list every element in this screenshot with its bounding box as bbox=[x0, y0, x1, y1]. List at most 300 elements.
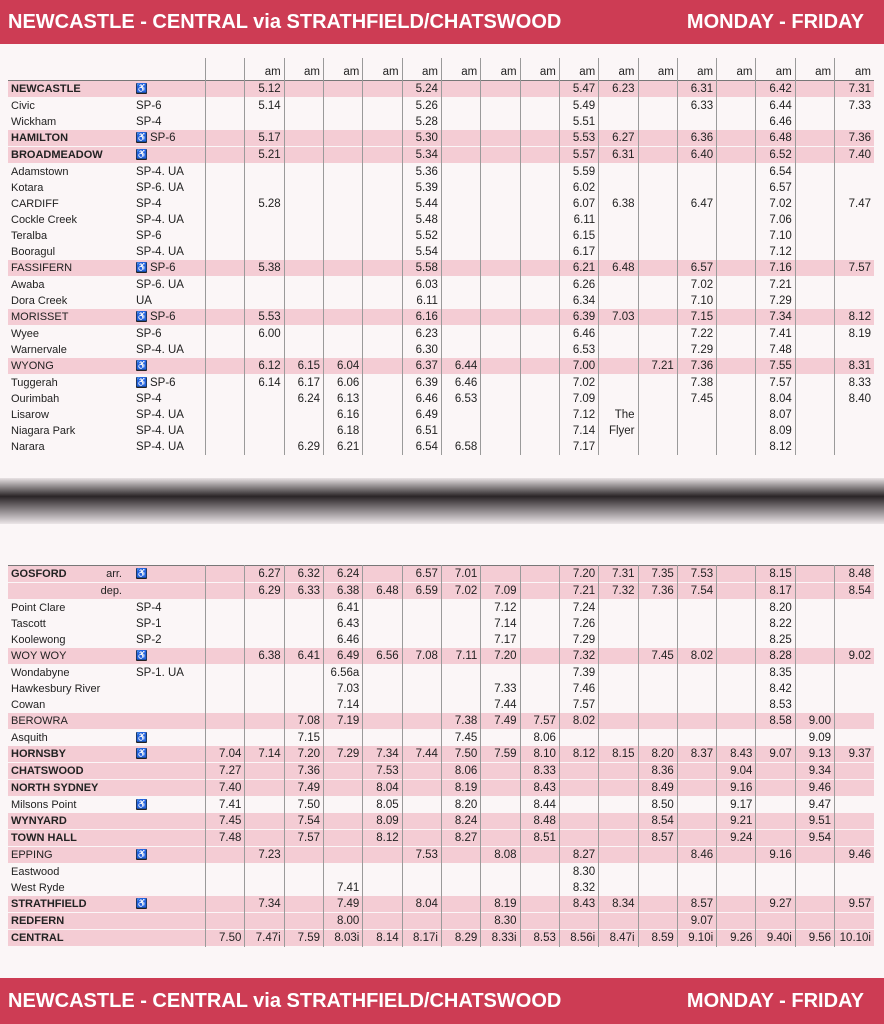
time-cell bbox=[324, 813, 363, 830]
time-cell: 7.53 bbox=[677, 566, 716, 583]
time-cell: 9.07 bbox=[677, 913, 716, 930]
code-label: SP-6 bbox=[150, 311, 176, 323]
time-cell: 6.07 bbox=[559, 196, 598, 212]
time-cell bbox=[756, 880, 795, 896]
time-cell bbox=[717, 665, 756, 682]
station-code bbox=[133, 713, 206, 730]
time-cell bbox=[520, 880, 559, 896]
time-cell: 7.02 bbox=[559, 375, 598, 392]
time-cell bbox=[481, 763, 520, 780]
time-cell bbox=[324, 212, 363, 228]
time-cell: 7.08 bbox=[402, 648, 441, 665]
time-cell bbox=[245, 713, 284, 730]
time-cell bbox=[717, 81, 756, 98]
time-cell bbox=[795, 212, 834, 228]
timetable-row bbox=[8, 813, 874, 830]
time-cell bbox=[677, 407, 716, 423]
time-cell bbox=[677, 780, 716, 797]
period-label: am bbox=[284, 58, 323, 81]
station-code bbox=[133, 864, 206, 881]
time-cell bbox=[363, 681, 402, 697]
time-cell bbox=[206, 375, 245, 392]
time-cell bbox=[795, 130, 834, 147]
time-cell: 5.44 bbox=[402, 196, 441, 212]
code-label: SP-6 bbox=[136, 328, 162, 340]
station-label: REDFERN bbox=[11, 915, 65, 927]
time-cell bbox=[245, 277, 284, 294]
time-cell bbox=[520, 847, 559, 864]
station-code bbox=[133, 407, 206, 423]
time-cell bbox=[795, 260, 834, 277]
time-cell: 8.29 bbox=[441, 930, 480, 947]
time-cell: 7.31 bbox=[835, 81, 874, 98]
timetable-row bbox=[8, 665, 874, 682]
time-cell bbox=[402, 864, 441, 881]
time-cell: 5.14 bbox=[245, 98, 284, 115]
time-cell bbox=[284, 913, 323, 930]
station-code bbox=[133, 180, 206, 196]
time-cell bbox=[363, 212, 402, 228]
time-cell: 7.16 bbox=[756, 260, 795, 277]
wheelchair-icon: ♿ bbox=[136, 377, 148, 388]
time-cell: 8.59 bbox=[638, 930, 677, 947]
page-fold bbox=[0, 478, 884, 524]
time-cell bbox=[363, 81, 402, 98]
time-cell bbox=[363, 665, 402, 682]
station-label: Wickham bbox=[11, 116, 57, 128]
time-cell bbox=[835, 864, 874, 881]
station-label: Booragul bbox=[11, 246, 56, 258]
time-cell bbox=[717, 130, 756, 147]
header-blank bbox=[8, 58, 133, 81]
time-cell: 5.51 bbox=[559, 114, 598, 130]
time-cell bbox=[835, 780, 874, 797]
time-cell bbox=[835, 164, 874, 181]
time-cell: 7.49 bbox=[324, 896, 363, 913]
time-cell bbox=[795, 326, 834, 343]
time-cell bbox=[324, 98, 363, 115]
time-cell: 7.59 bbox=[481, 746, 520, 763]
arr-dep-label: dep. bbox=[100, 585, 122, 597]
period-label: am bbox=[363, 58, 402, 81]
time-cell bbox=[481, 375, 520, 392]
time-cell bbox=[599, 780, 638, 797]
time-cell bbox=[717, 212, 756, 228]
time-cell: 8.10 bbox=[520, 746, 559, 763]
time-cell: 6.52 bbox=[756, 147, 795, 164]
station-label: Teralba bbox=[11, 230, 48, 242]
code-label: SP-6 bbox=[150, 377, 176, 389]
station-code bbox=[133, 196, 206, 212]
time-cell bbox=[245, 880, 284, 896]
time-cell bbox=[206, 293, 245, 309]
time-cell: 8.20 bbox=[638, 746, 677, 763]
time-cell bbox=[717, 293, 756, 309]
time-cell bbox=[756, 913, 795, 930]
time-cell bbox=[245, 342, 284, 358]
time-cell bbox=[717, 375, 756, 392]
time-cell bbox=[717, 847, 756, 864]
time-cell bbox=[441, 309, 480, 326]
timetable-row bbox=[8, 600, 874, 617]
timetable-row bbox=[8, 566, 874, 583]
time-cell: 7.20 bbox=[284, 746, 323, 763]
time-cell bbox=[559, 830, 598, 847]
time-cell bbox=[638, 439, 677, 455]
time-cell bbox=[795, 847, 834, 864]
time-cell bbox=[677, 665, 716, 682]
time-cell: 8.19 bbox=[481, 896, 520, 913]
time-cell bbox=[363, 632, 402, 648]
station-label: Niagara Park bbox=[11, 425, 76, 437]
time-cell: 8.19 bbox=[835, 326, 874, 343]
code-label: SP-6 bbox=[136, 230, 162, 242]
time-cell bbox=[795, 864, 834, 881]
time-cell: 9.56 bbox=[795, 930, 834, 947]
time-cell bbox=[677, 439, 716, 455]
station-name bbox=[8, 326, 133, 343]
time-cell bbox=[717, 407, 756, 423]
time-cell bbox=[324, 730, 363, 747]
time-cell: 7.39 bbox=[559, 665, 598, 682]
time-cell bbox=[677, 164, 716, 181]
time-cell bbox=[206, 616, 245, 632]
time-cell bbox=[206, 130, 245, 147]
time-cell bbox=[559, 780, 598, 797]
time-cell bbox=[245, 913, 284, 930]
station-code bbox=[133, 697, 206, 713]
time-cell bbox=[599, 164, 638, 181]
wheelchair-icon: ♿ bbox=[136, 568, 148, 579]
time-cell bbox=[677, 423, 716, 439]
time-cell bbox=[520, 616, 559, 632]
period-label: am bbox=[402, 58, 441, 81]
time-cell bbox=[441, 212, 480, 228]
period-label: am bbox=[638, 58, 677, 81]
time-cell: 7.35 bbox=[638, 566, 677, 583]
time-cell bbox=[795, 913, 834, 930]
time-cell bbox=[402, 913, 441, 930]
time-cell bbox=[441, 277, 480, 294]
time-cell bbox=[481, 98, 520, 115]
station-code bbox=[133, 681, 206, 697]
time-cell bbox=[481, 164, 520, 181]
time-cell bbox=[835, 212, 874, 228]
time-cell: 5.28 bbox=[245, 196, 284, 212]
time-cell: 8.12 bbox=[756, 439, 795, 455]
time-cell: 8.08 bbox=[481, 847, 520, 864]
time-cell: 8.54 bbox=[638, 813, 677, 830]
time-cell bbox=[520, 358, 559, 375]
timetable-row bbox=[8, 930, 874, 947]
time-cell bbox=[677, 228, 716, 244]
time-cell bbox=[638, 164, 677, 181]
time-cell bbox=[245, 439, 284, 455]
time-cell bbox=[638, 730, 677, 747]
time-cell bbox=[441, 880, 480, 896]
time-cell bbox=[441, 423, 480, 439]
timetable-row bbox=[8, 228, 874, 244]
timetable-row bbox=[8, 797, 874, 814]
time-cell bbox=[441, 697, 480, 713]
time-cell bbox=[284, 293, 323, 309]
time-cell bbox=[638, 260, 677, 277]
time-cell bbox=[363, 130, 402, 147]
time-cell bbox=[402, 780, 441, 797]
time-cell: 7.03 bbox=[599, 309, 638, 326]
station-label: NORTH SYDNEY bbox=[11, 782, 99, 794]
code-label: SP-4. UA bbox=[136, 214, 184, 226]
time-cell bbox=[520, 98, 559, 115]
time-cell: 7.50 bbox=[441, 746, 480, 763]
time-cell: 7.44 bbox=[402, 746, 441, 763]
time-cell bbox=[245, 600, 284, 617]
time-cell bbox=[481, 326, 520, 343]
time-cell bbox=[599, 98, 638, 115]
time-cell bbox=[363, 847, 402, 864]
time-cell bbox=[638, 391, 677, 407]
time-cell bbox=[835, 730, 874, 747]
time-cell bbox=[441, 896, 480, 913]
time-cell: 8.53 bbox=[756, 697, 795, 713]
time-cell: 9.27 bbox=[756, 896, 795, 913]
station-code bbox=[133, 780, 206, 797]
station-name bbox=[8, 864, 133, 881]
time-cell bbox=[245, 830, 284, 847]
time-cell bbox=[206, 391, 245, 407]
time-cell: 8.12 bbox=[559, 746, 598, 763]
time-cell bbox=[599, 681, 638, 697]
time-cell: 6.56a bbox=[324, 665, 363, 682]
time-cell bbox=[284, 147, 323, 164]
time-cell bbox=[520, 439, 559, 455]
time-cell bbox=[481, 391, 520, 407]
time-cell: 5.38 bbox=[245, 260, 284, 277]
time-cell bbox=[481, 864, 520, 881]
station-code bbox=[133, 147, 206, 164]
time-cell bbox=[835, 228, 874, 244]
station-name bbox=[8, 665, 133, 682]
time-cell bbox=[795, 98, 834, 115]
time-cell bbox=[206, 566, 245, 583]
station-name bbox=[8, 180, 133, 196]
time-cell bbox=[717, 880, 756, 896]
time-cell: 7.22 bbox=[677, 326, 716, 343]
time-cell bbox=[795, 665, 834, 682]
time-cell: 6.39 bbox=[402, 375, 441, 392]
upper-timetable bbox=[8, 58, 874, 455]
station-code bbox=[133, 293, 206, 309]
time-cell bbox=[638, 681, 677, 697]
station-name bbox=[8, 830, 133, 847]
time-cell bbox=[402, 830, 441, 847]
time-cell bbox=[795, 697, 834, 713]
time-cell bbox=[638, 98, 677, 115]
time-cell: 7.45 bbox=[441, 730, 480, 747]
time-cell bbox=[717, 164, 756, 181]
time-cell bbox=[441, 147, 480, 164]
time-cell bbox=[481, 358, 520, 375]
time-cell: 8.03i bbox=[324, 930, 363, 947]
time-cell bbox=[638, 896, 677, 913]
station-name bbox=[8, 780, 133, 797]
time-cell bbox=[284, 277, 323, 294]
route-title: NEWCASTLE - CENTRAL via STRATHFIELD/CHATSWOOD bbox=[8, 10, 562, 33]
time-cell bbox=[324, 309, 363, 326]
time-cell: 5.36 bbox=[402, 164, 441, 181]
code-label: SP-1 bbox=[136, 618, 162, 630]
time-cell: 7.36 bbox=[638, 583, 677, 600]
header-blank bbox=[133, 58, 206, 81]
time-cell bbox=[638, 342, 677, 358]
station-code bbox=[133, 616, 206, 632]
time-cell: 8.43 bbox=[520, 780, 559, 797]
time-cell: 8.09 bbox=[756, 423, 795, 439]
time-cell: 7.57 bbox=[835, 260, 874, 277]
time-cell: 7.21 bbox=[559, 583, 598, 600]
time-cell: 8.06 bbox=[520, 730, 559, 747]
station-name bbox=[8, 81, 133, 98]
station-code bbox=[133, 566, 206, 583]
time-cell bbox=[520, 648, 559, 665]
time-cell: 7.29 bbox=[559, 632, 598, 648]
station-code bbox=[133, 730, 206, 747]
time-cell bbox=[638, 913, 677, 930]
station-name bbox=[8, 212, 133, 228]
time-cell bbox=[599, 212, 638, 228]
period-label: am bbox=[481, 58, 520, 81]
station-label: Warnervale bbox=[11, 344, 67, 356]
time-cell bbox=[481, 114, 520, 130]
station-name bbox=[8, 681, 133, 697]
time-cell: 6.42 bbox=[756, 81, 795, 98]
time-cell bbox=[206, 260, 245, 277]
time-cell: 7.14 bbox=[481, 616, 520, 632]
time-cell: 6.39 bbox=[559, 309, 598, 326]
time-cell bbox=[795, 616, 834, 632]
time-cell bbox=[638, 196, 677, 212]
time-cell: 5.17 bbox=[245, 130, 284, 147]
time-cell: 9.07 bbox=[756, 746, 795, 763]
time-cell: 8.36 bbox=[638, 763, 677, 780]
time-cell: 5.53 bbox=[559, 130, 598, 147]
time-cell bbox=[206, 342, 245, 358]
time-cell: 6.13 bbox=[324, 391, 363, 407]
time-cell: 6.04 bbox=[324, 358, 363, 375]
station-code bbox=[133, 880, 206, 896]
time-cell bbox=[206, 147, 245, 164]
time-cell bbox=[245, 180, 284, 196]
days-label: MONDAY - FRIDAY bbox=[686, 10, 864, 33]
time-cell bbox=[599, 616, 638, 632]
station-name bbox=[8, 391, 133, 407]
time-cell bbox=[717, 730, 756, 747]
time-cell bbox=[441, 130, 480, 147]
time-cell: 7.29 bbox=[677, 342, 716, 358]
station-label: TOWN HALL bbox=[11, 832, 77, 844]
time-cell bbox=[520, 864, 559, 881]
time-cell: 6.17 bbox=[284, 375, 323, 392]
time-cell: 7.17 bbox=[559, 439, 598, 455]
period-label: am bbox=[677, 58, 716, 81]
timetable-row bbox=[8, 244, 874, 260]
time-cell bbox=[245, 114, 284, 130]
time-cell bbox=[795, 244, 834, 260]
time-cell bbox=[559, 797, 598, 814]
timetable-row bbox=[8, 697, 874, 713]
time-cell bbox=[363, 358, 402, 375]
time-cell bbox=[441, 81, 480, 98]
time-cell bbox=[284, 180, 323, 196]
time-cell bbox=[206, 600, 245, 617]
time-cell bbox=[402, 665, 441, 682]
time-cell bbox=[599, 648, 638, 665]
time-cell bbox=[245, 797, 284, 814]
time-cell: 8.46 bbox=[677, 847, 716, 864]
time-cell bbox=[481, 260, 520, 277]
time-cell bbox=[638, 180, 677, 196]
time-cell bbox=[245, 293, 284, 309]
days-label: MONDAY - FRIDAY bbox=[686, 989, 864, 1012]
time-cell bbox=[795, 309, 834, 326]
time-cell: 7.36 bbox=[677, 358, 716, 375]
time-cell: 8.06 bbox=[441, 763, 480, 780]
timetable-row bbox=[8, 730, 874, 747]
time-cell: 8.00 bbox=[324, 913, 363, 930]
time-cell bbox=[245, 244, 284, 260]
wheelchair-icon: ♿ bbox=[136, 262, 148, 273]
timetable-row bbox=[8, 260, 874, 277]
timetable-row bbox=[8, 913, 874, 930]
time-cell: 5.59 bbox=[559, 164, 598, 181]
time-cell bbox=[520, 375, 559, 392]
time-cell: 5.48 bbox=[402, 212, 441, 228]
time-cell: 6.31 bbox=[599, 147, 638, 164]
time-cell: 6.06 bbox=[324, 375, 363, 392]
time-cell bbox=[717, 616, 756, 632]
time-cell: 7.45 bbox=[638, 648, 677, 665]
time-cell: 6.54 bbox=[402, 439, 441, 455]
time-cell: 8.30 bbox=[481, 913, 520, 930]
station-name bbox=[8, 130, 133, 147]
time-cell bbox=[795, 196, 834, 212]
time-cell bbox=[284, 423, 323, 439]
wheelchair-icon: ♿ bbox=[136, 360, 148, 371]
wheelchair-icon: ♿ bbox=[136, 149, 148, 160]
timetable-row bbox=[8, 391, 874, 407]
time-cell: 8.54 bbox=[835, 583, 874, 600]
time-cell: 7.53 bbox=[363, 763, 402, 780]
station-name bbox=[8, 196, 133, 212]
time-cell bbox=[441, 681, 480, 697]
time-cell bbox=[481, 730, 520, 747]
station-code bbox=[133, 830, 206, 847]
time-cell bbox=[756, 813, 795, 830]
time-cell bbox=[677, 864, 716, 881]
timetable-row bbox=[8, 423, 874, 439]
station-label: WOY WOY bbox=[11, 650, 67, 662]
time-cell: The bbox=[599, 407, 638, 423]
time-cell: 6.46 bbox=[324, 632, 363, 648]
time-cell bbox=[481, 147, 520, 164]
station-label: MORISSET bbox=[11, 311, 69, 323]
time-cell bbox=[402, 730, 441, 747]
time-cell bbox=[441, 847, 480, 864]
time-cell bbox=[717, 326, 756, 343]
time-cell: 9.46 bbox=[795, 780, 834, 797]
time-cell: 7.26 bbox=[559, 616, 598, 632]
time-cell: 7.04 bbox=[206, 746, 245, 763]
